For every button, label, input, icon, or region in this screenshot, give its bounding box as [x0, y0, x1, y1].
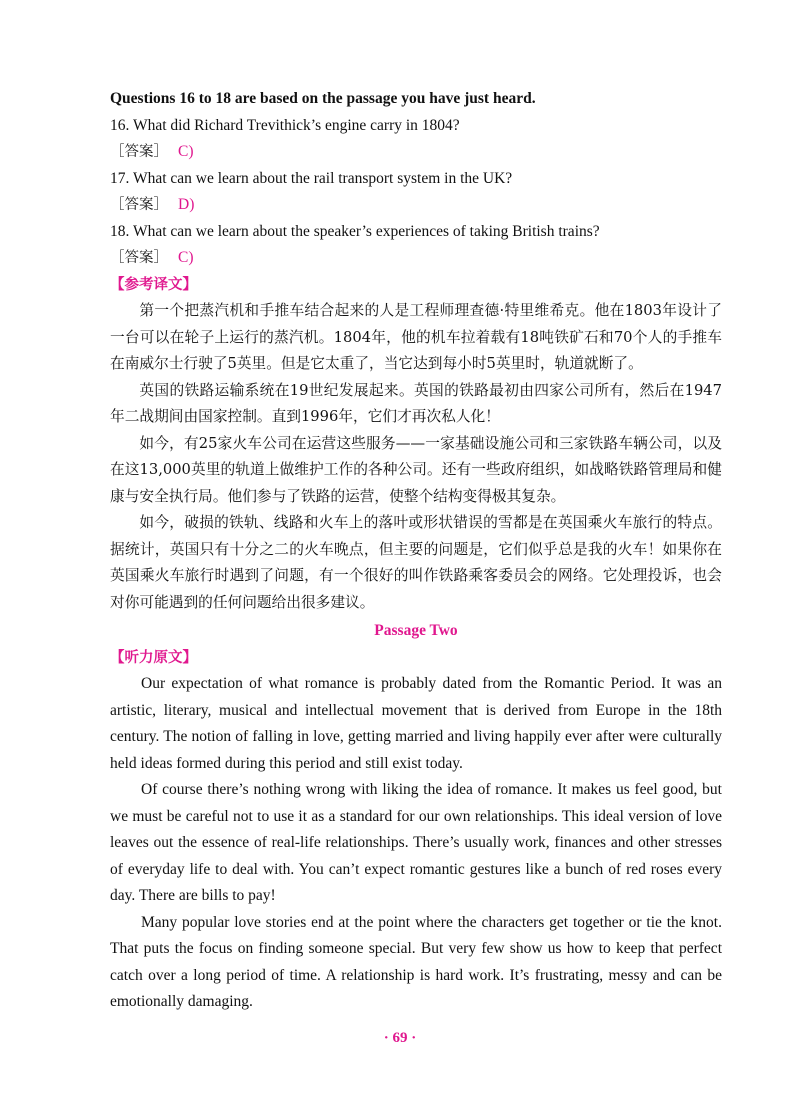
page-content: [110, 86, 722, 1016]
translation-body: [110, 298, 722, 616]
answer-16-value: C): [178, 143, 194, 160]
answer-17-value: D): [178, 196, 195, 213]
translation-heading: 【参考译文】: [110, 276, 197, 293]
passage-title: Passage Two: [374, 622, 458, 639]
answer-label: ［答案］: [110, 250, 168, 266]
translation-paragraph: 第一个把蒸汽机和手推车结合起来的人是工程师理查德·特里维希克。他在1803年设计了一台可以在轮子上运行的蒸汽机。1804年，他的机车拉着载有18吨铁矿石和70个人的手推车在南威尔士行驶了5英里。但是它太重了，当它达到每小时5英里时，轨道就断了。: [110, 302, 722, 372]
answer-label: ［答案］: [110, 197, 168, 213]
transcript-paragraph: Our expectation of what romance is probably dated from the Romantic Period. It was an artistic, literary, musical and intellectual movement that is derived from Europe in the 18th century. The notion of falling in love, getting married and living happily ever after were culturally held ideas formed during this period and still exist today.: [110, 675, 722, 772]
translation-paragraph: 如今，破损的铁轨、线路和火车上的落叶或形状错误的雪都是在英国乘火车旅行的特点。据统计，英国只有十分之二的火车晚点，但主要的问题是，它们似乎总是我的火车！如果你在英国乘火车旅行时遇到了问题，有一个很好的叫作铁路乘客委员会的网络。它处理投诉，也会对你可能遇到的任何问题给出很多建议。: [110, 514, 722, 611]
question-17: 17. What can we learn about the rail transport system in the UK?: [110, 169, 513, 187]
translation-paragraph: 英国的铁路运输系统在19世纪发展起来。英国的铁路最初由四家公司所有，然后在1947年二战期间由国家控制。直到1996年，它们才再次私人化！: [110, 381, 722, 425]
transcript-body: [110, 671, 722, 1016]
question-18: 18. What can we learn about the speaker’s experiences of taking British trains?: [110, 222, 600, 240]
transcript-heading: 【听力原文】: [110, 649, 197, 666]
answer-17-row: [110, 192, 722, 219]
answer-18-value: C): [178, 249, 194, 266]
questions-header: Questions 16 to 18 are based on the passage you have just heard.: [110, 90, 536, 107]
page-number: · 69 ·: [383, 1030, 417, 1046]
answer-16-row: [110, 139, 722, 166]
translation-paragraph: 如今，有25家火车公司在运营这些服务——一家基础设施公司和三家铁路车辆公司，以及在这13,000英里的轨道上做维护工作的各种公司。还有一些政府组织，如战略铁路管理局和健康与安全执行局。他们参与了铁路的运营，使整个结构变得极其复杂。: [110, 434, 722, 505]
answer-label: ［答案］: [110, 144, 168, 160]
answer-18-row: [110, 245, 722, 272]
transcript-paragraph: Many popular love stories end at the point where the characters get together or tie the knot. That puts the focus on finding someone special. But very few show us how to keep that perfect catch over a long period of time. A relationship is hard work. It’s frustrating, messy and can be emotionally damaging.: [110, 913, 722, 1010]
transcript-paragraph: Of course there’s nothing wrong with liking the idea of romance. It makes us feel good, but we must be careful not to use it as a standard for our own relationships. This ideal version of love leaves out the essence of real-life relationships. There’s usually work, finances and other stresses of everyday life to deal with. You can’t expect romantic gestures like a bunch of red roses every day. There are bills to pay!: [110, 781, 722, 904]
question-16: 16. What did Richard Trevithick’s engine carry in 1804?: [110, 116, 460, 134]
